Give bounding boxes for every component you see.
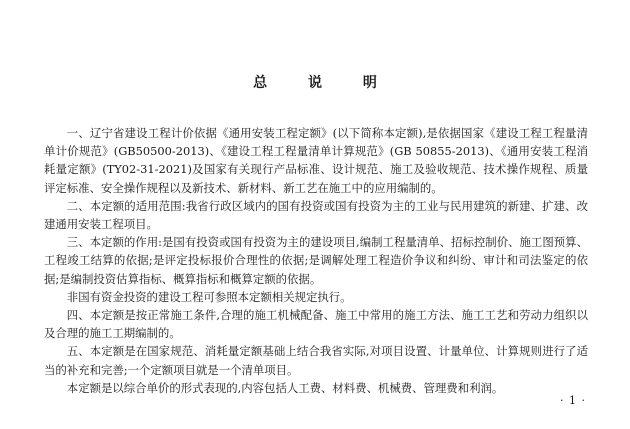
paragraph-3: 三、本定额的作用:是国有投资或国有投资为主的建设项目,编制工程量清单、招标控制价、施工图预算、工程竣工结算的依据;是评定投标报价合理性的依据;是调解处理工程造价争议和纠纷、审计和司法鉴定的依据;是编制投资估算指标、概算指标和概算定额的依据。 xyxy=(44,235,588,286)
paragraph-1: 一、辽宁省建设工程计价依据《通用安装工程定额》(以下简称本定额),是依据国家《建设工程工程量清单计价规范》(GB50500-2013)、《建设工程工程量清单计算规范》(GB 50855-2013)、《通用安装工程消耗量定额》(TY02-31-2021)及国家有关现行产品标准、设计规范、施工及验收规范、技术操作规程、质量评定标准、安全操作规程以及新技术、新材料、新工艺在施工中的应用编制的。 xyxy=(44,126,588,195)
paragraph-2: 二、本定额的适用范围:我省行政区域内的国有投资或国有投资为主的工业与民用建筑的新建、扩建、改建通用安装工程项目。 xyxy=(44,198,588,232)
paragraph-5: 四、本定额是按正常施工条件,合理的施工机械配备、施工中常用的施工方法、施工工艺和劳动力组织以及合理的施工工期编制的。 xyxy=(44,308,588,341)
paragraph-6: 五、本定额是在国家规范、消耗量定额基础上结合我省实际,对项目设置、计量单位、计算规则进行了适当的补充和完善;一个定额项目就是一个清单项目。 xyxy=(44,344,588,377)
paragraph-4: 非国有资金投资的建设工程可参照本定额相关规定执行。 xyxy=(66,289,352,304)
page-title: 总 说 明 xyxy=(253,75,395,91)
page-number: · 1 · xyxy=(560,394,586,407)
paragraph-7: 本定额是以综合单价的形式表现的,内容包括人工费、材料费、机械费、管理费和利润。 xyxy=(66,380,504,395)
document-body xyxy=(44,124,588,397)
